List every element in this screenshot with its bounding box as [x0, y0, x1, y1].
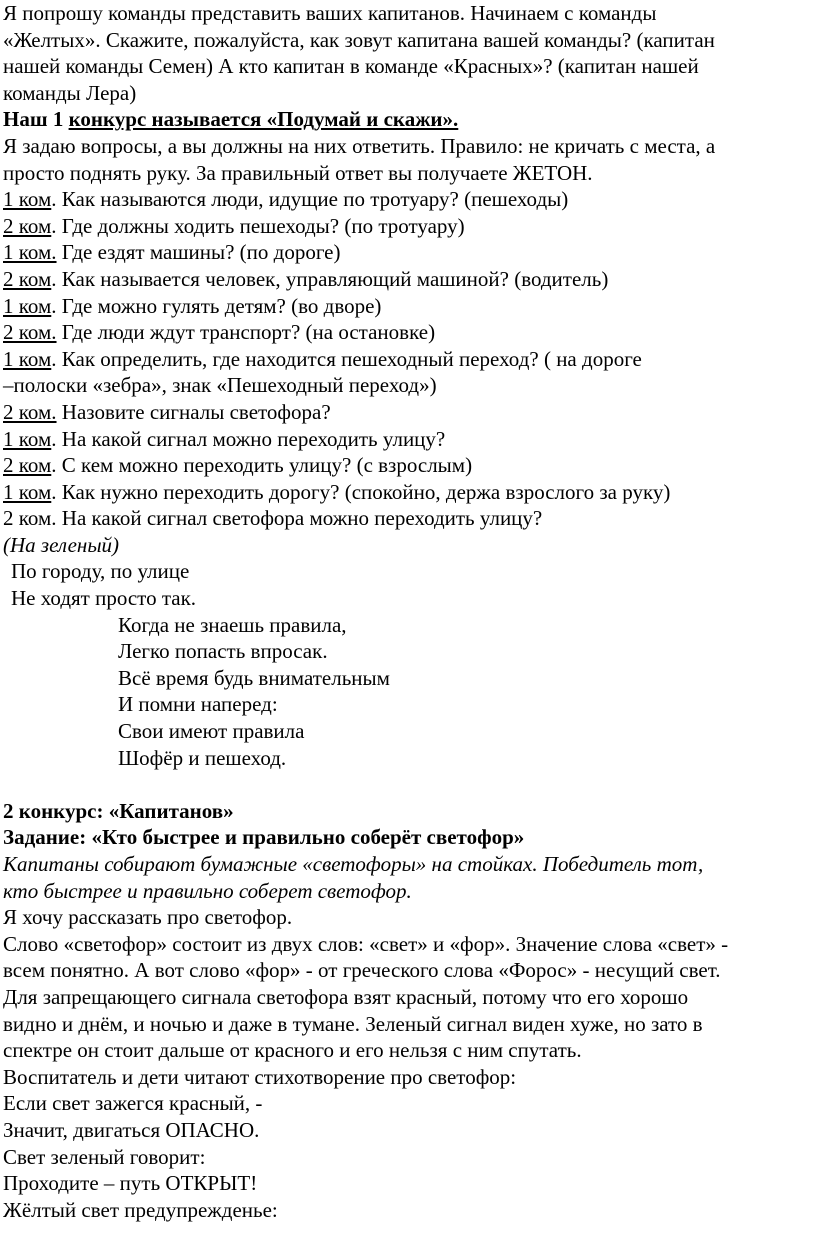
question-text: Назовите сигналы светофора?: [56, 399, 331, 424]
question-line: [3, 372, 816, 399]
poem-line: Шофёр и пешеход.: [118, 745, 287, 770]
question-text: . На какой сигнал можно переходить улицу?: [51, 426, 446, 451]
poem-line: И помни наперед:: [118, 692, 278, 717]
text-line: Я задаю вопросы, а вы должны на них ответить. Правило: не кричать с места, а: [3, 133, 716, 158]
question-line: [3, 239, 816, 266]
text-line: команды Лера): [3, 80, 137, 105]
team-label: 2 ком.: [3, 399, 57, 424]
text-line: нашей команды Семен) А кто капитан в команде «Красных»? (капитан нашей: [3, 54, 699, 79]
text-line: всем понятно. А вот слово «фор» - от греческого слова «Форос» - несущий свет.: [3, 958, 721, 983]
team-label: 2 ком: [3, 213, 52, 238]
text-line: Воспитатель и дети читают стихотворение про светофор:: [3, 1064, 517, 1089]
contest1-rules: [3, 133, 816, 186]
question-line: [3, 319, 816, 346]
poem-line: Значит, двигаться ОПАСНО.: [3, 1117, 260, 1142]
question-line: [3, 399, 816, 426]
question-text: –полоски «зебра», знак «Пешеходный переход»): [3, 373, 437, 398]
contest1-title: конкурс называется «Подумай и скажи».: [68, 107, 459, 132]
poem-line: Жёлтый свет предупрежденье:: [3, 1197, 278, 1222]
poem-line: Когда не знаешь правила,: [118, 612, 347, 637]
team-label: 1 ком.: [3, 240, 57, 265]
poem-line: Свет зеленый говорит:: [3, 1144, 206, 1169]
poem-line: По городу, по улице: [11, 559, 190, 584]
team-label: 2 ком.: [3, 320, 57, 345]
team-label: 2 ком: [3, 453, 52, 478]
poem-line: Проходите – путь ОТКРЫТ!: [3, 1171, 258, 1196]
text-line: Слово «светофор» состоит из двух слов: «свет» и «фор». Значение слова «свет» -: [3, 931, 729, 956]
question-text: . Где должны ходить пешеходы? (по тротуару): [51, 213, 465, 238]
text-line: просто поднять руку. За правильный ответ вы получаете ЖЕТОН.: [3, 160, 593, 185]
text-line: «Желтых». Скажите, пожалуйста, как зовут капитана вашей команды? (капитан: [3, 27, 715, 52]
answer-line: (На зеленый): [3, 532, 120, 557]
team-label: 2 ком: [3, 266, 52, 291]
question-text: . Как определить, где находится пешеходный переход? ( на дороге: [51, 346, 642, 371]
text-line: Для запрещающего сигнала светофора взят красный, потому что его хорошо: [3, 984, 689, 1009]
poem-line: Свои имеют правила: [118, 719, 305, 744]
question-text: . Как называется человек, управляющий машиной? (водитель): [51, 266, 609, 291]
text-line: видно и днём, и ночью и даже в тумане. Зеленый сигнал виден хуже, но зато в: [3, 1011, 703, 1036]
question-text: . Как нужно переходить дорогу? (спокойно, держа взрослого за руку): [51, 479, 671, 504]
text-line: спектре он стоит дальше от красного и его нельзя с ним спутать.: [3, 1038, 582, 1063]
question-text: . Где можно гулять детям? (во дворе): [51, 293, 382, 318]
question-line: [3, 426, 816, 453]
question-text: Где ездят машины? (по дороге): [56, 240, 341, 265]
text-line: Я хочу рассказать про светофор.: [3, 905, 293, 930]
contest1-heading: [3, 106, 816, 133]
team-label: 1 ком: [3, 187, 52, 212]
question-line: [3, 266, 816, 293]
team-label: 1 ком: [3, 479, 52, 504]
contest2-title: 2 конкурс: «Капитанов»: [3, 798, 234, 823]
poem-1: [3, 558, 816, 771]
question-line: [3, 213, 816, 240]
team-label: 1 ком: [3, 346, 52, 371]
team-label: 1 ком: [3, 293, 52, 318]
contest2-section: [3, 798, 816, 904]
question-text: Где люди ждут транспорт? (на остановке): [56, 320, 436, 345]
contest2-desc-line: Капитаны собирают бумажные «светофоры» на стойках. Победитель тот,: [3, 852, 704, 876]
question-text: . Как называются люди, идущие по тротуару? (пешеходы): [51, 187, 569, 212]
question-text: . С кем можно переходить улицу? (с взрослым): [51, 453, 473, 478]
traffic-light-story: [3, 904, 816, 1223]
contest2-desc-line: кто быстрее и правильно соберет светофор.: [3, 878, 412, 903]
question-list: [3, 186, 816, 558]
question-line: 2 ком. На какой сигнал светофора можно переходить улицу?: [3, 506, 543, 531]
poem-line: Не ходят просто так.: [11, 586, 197, 611]
question-line: [3, 186, 816, 213]
text-line: Я попрошу команды представить ваших капитанов. Начинаем с команды: [3, 1, 657, 25]
team-label: 1 ком: [3, 426, 52, 451]
poem-line: Легко попасть впросак.: [118, 639, 328, 664]
poem-line: Если свет зажегся красный, -: [3, 1091, 263, 1116]
contest2-task: Задание: «Кто быстрее и правильно соберёт светофор»: [3, 825, 525, 850]
question-line: [3, 452, 816, 479]
question-line: [3, 346, 816, 373]
contest1-prefix: Наш 1: [3, 107, 69, 132]
blank-line: [3, 771, 816, 798]
question-line: [3, 479, 816, 506]
intro-paragraph: [3, 0, 816, 106]
question-line: [3, 293, 816, 320]
poem-line: Всё время будь внимательным: [118, 665, 390, 690]
